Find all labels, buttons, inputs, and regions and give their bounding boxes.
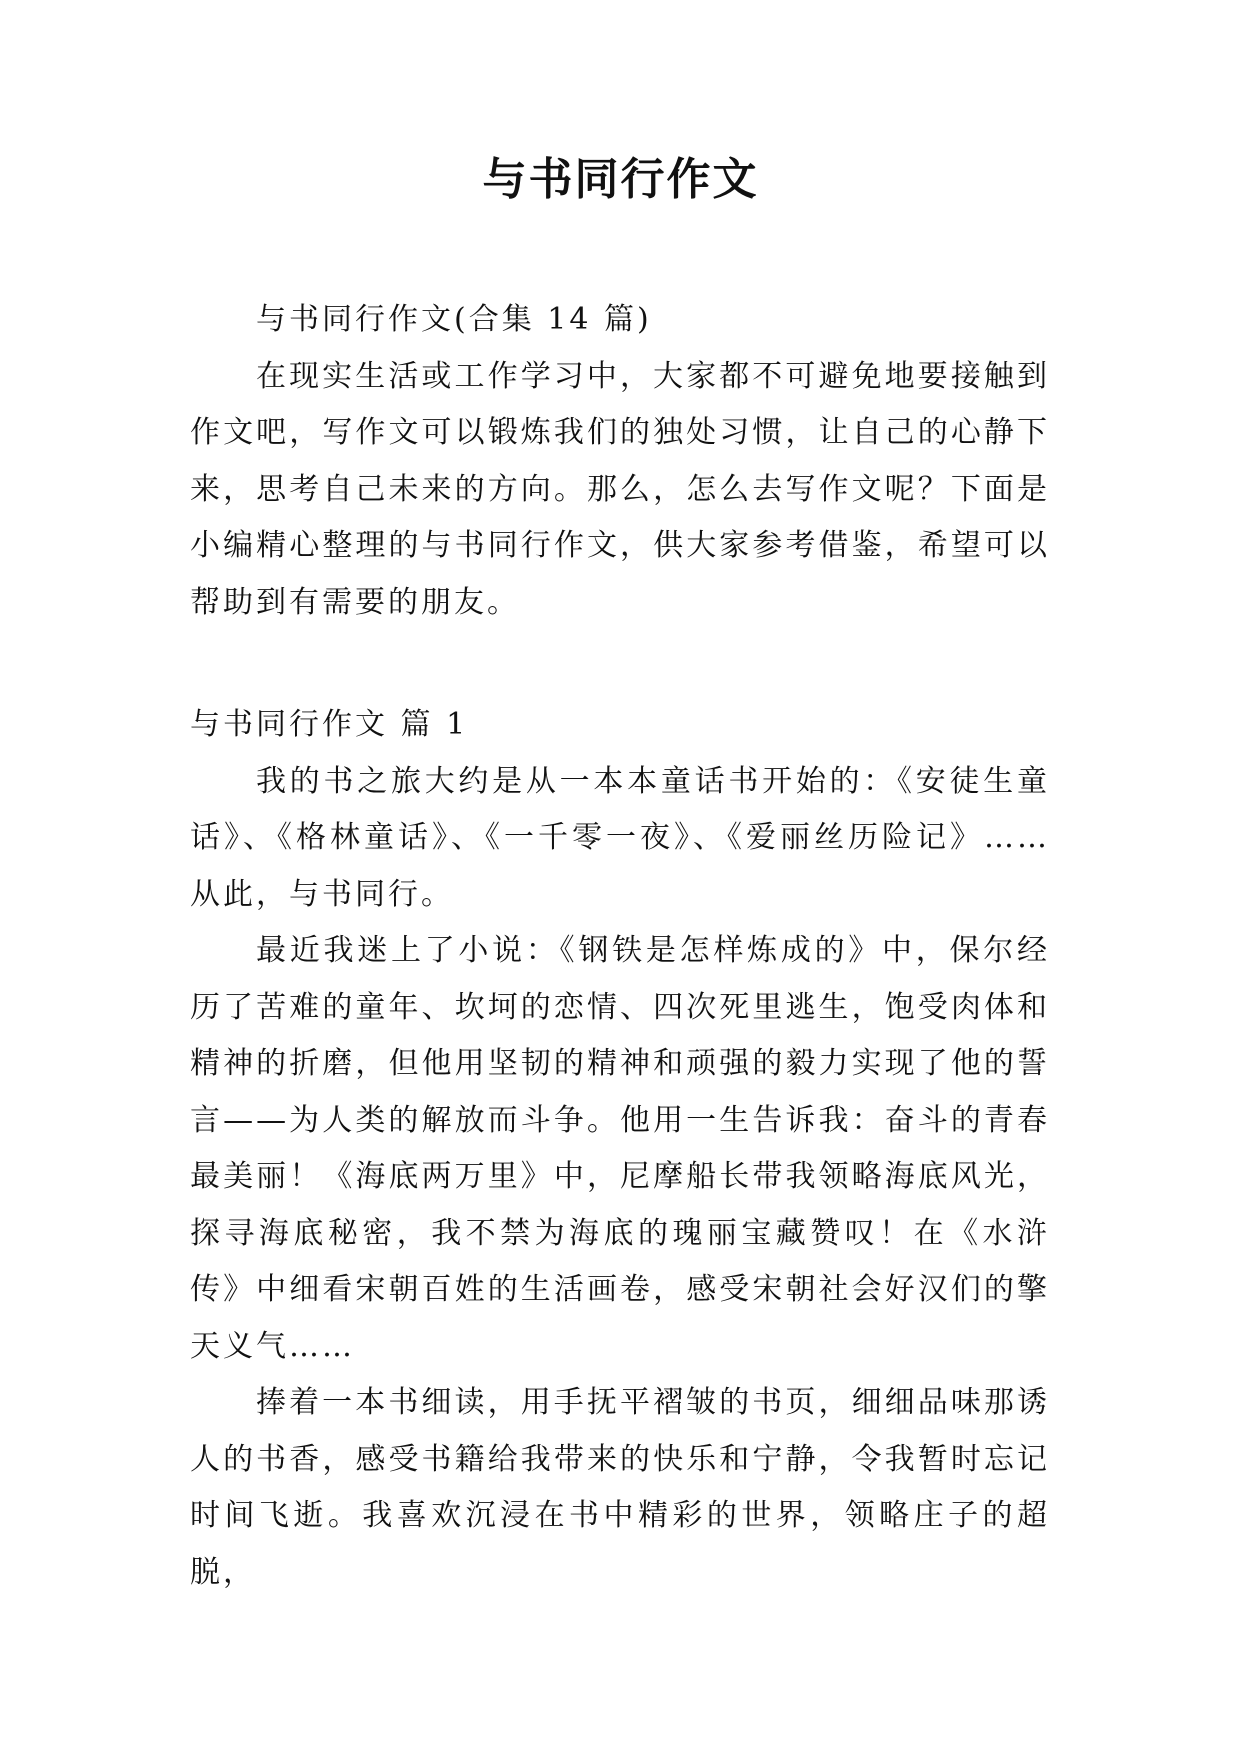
document-subtitle: 与书同行作文(合集 14 篇) [256,302,652,337]
section-paragraph-1: 我的书之旅大约是从一本本童话书开始的：《安徒生童话》、《格林童话》、《一千零一夜》、《爱丽丝历险记》……从此，与书同行。 [190,763,1050,912]
section-1 [190,697,1050,1601]
intro-block [190,292,1050,631]
document-title: 与书同行作文 [482,154,759,205]
section-paragraph-3: 捧着一本书细读，用手抚平褶皱的书页，细细品味那诱人的书香，感受书籍给我带来的快乐和宁静，令我暂时忘记时间飞逝。我喜欢沉浸在书中精彩的世界，领略庄子的超脱， [190,1385,1050,1590]
intro-paragraph: 在现实生活或工作学习中，大家都不可避免地要接触到作文吧，写作文可以锻炼我们的独处习惯，让自己的心静下来，思考自己未来的方向。那么，怎么去写作文呢？下面是小编精心整理的与书同行作文，供大家参考借鉴，希望可以帮助到有需要的朋友。 [190,358,1050,620]
section-heading: 与书同行作文 篇 1 [190,707,469,742]
section-paragraph-2: 最近我迷上了小说：《钢铁是怎样炼成的》中，保尔经历了苦难的童年、坎坷的恋情、四次死里逃生，饱受肉体和精神的折磨，但他用坚韧的精神和顽强的毅力实现了他的誓言——为人类的解放而斗争。他用一生告诉我：奋斗的青春最美丽！《海底两万里》中，尼摩船长带我领略海底风光，探寻海底秘密，我不禁为海底的瑰丽宝藏赞叹！在《水浒传》中细看宋朝百姓的生活画卷，感受宋朝社会好汉们的擎天义气…… [190,933,1050,1364]
